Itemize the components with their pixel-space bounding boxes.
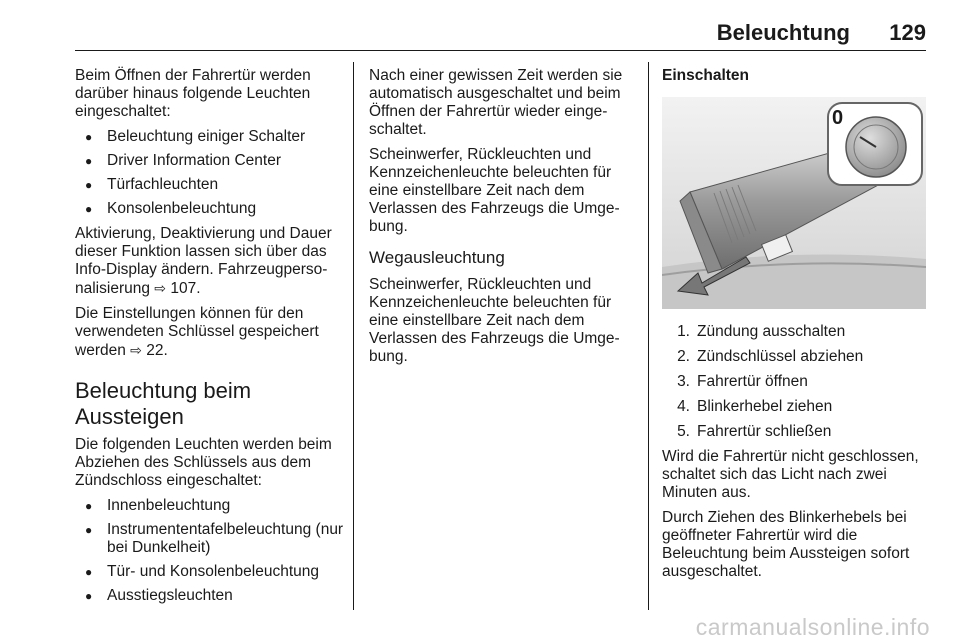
paragraph: Scheinwerfer, Rückleuchten und Kennzeichenleuchte beleuchten für eine einstellbare Zeit nach dem Verlassen des Fahrzeugs die Umge-bung. bbox=[369, 146, 620, 235]
subheading: Einschalten bbox=[662, 67, 749, 84]
page-reference-link[interactable]: 22. bbox=[146, 342, 168, 359]
list-item bbox=[662, 423, 930, 441]
list-item: ● Beleuchtung einiger Schalter bbox=[75, 128, 347, 146]
step-text: Fahrertür schließen bbox=[697, 423, 832, 440]
step-text: Blinkerhebel ziehen bbox=[697, 398, 833, 415]
step-text: Zündung ausschalten bbox=[697, 323, 846, 340]
paragraph: Nach einer gewissen Zeit werden sie automatisch ausgeschaltet und beim Öffnen der Fahrertür wieder einge-schaltet. bbox=[369, 67, 623, 138]
paragraph: Durch Ziehen des Blinkerhebels bei geöffneter Fahrertür wird die Beleuchtung beim Aussteigen sofort ausgeschaltet. bbox=[662, 509, 910, 580]
column-divider bbox=[353, 62, 354, 610]
header-rule bbox=[75, 50, 926, 51]
list-item bbox=[662, 373, 930, 391]
step-number: 4. bbox=[677, 398, 690, 415]
column-left bbox=[75, 67, 347, 612]
step-text: Zündschlüssel abziehen bbox=[697, 348, 864, 365]
list-item: ● Konsolenbeleuchtung bbox=[75, 200, 347, 218]
leave-paragraph: Die folgenden Leuchten werden beim Abziehen des Schlüssels aus dem Zündschloss eingeschaltet: bbox=[75, 436, 332, 489]
lever-illustration bbox=[662, 97, 926, 309]
paragraph: Scheinwerfer, Rückleuchten und Kennzeichenleuchte beleuchten für eine einstellbare Zeit nach dem Verlassen des Fahrzeugs die Umge-bung. bbox=[369, 276, 620, 365]
list-item: ● Tür- und Konsolenbeleuchtung bbox=[75, 563, 347, 581]
list-item: ● Driver Information Center bbox=[75, 152, 347, 170]
column-right bbox=[662, 67, 930, 588]
step-number: 1. bbox=[677, 323, 690, 340]
section-heading: Beleuchtung beim Aussteigen bbox=[75, 378, 252, 429]
step-number: 5. bbox=[677, 423, 690, 440]
list-item: ● Türfachleuchten bbox=[75, 176, 347, 194]
list-item bbox=[662, 323, 930, 341]
activation-text: Aktivierung, Deaktivierung und Dauer dieser Funktion lassen sich über das Info-Display ändern. Fahrzeugperso-nalisierung bbox=[75, 225, 332, 297]
activation-paragraph bbox=[75, 225, 347, 298]
section-heading: Wegausleuchtung bbox=[369, 248, 505, 267]
turn-signal-lever-image bbox=[662, 97, 926, 309]
steps-list bbox=[662, 323, 930, 441]
list-item: ● Innenbeleuchtung bbox=[75, 497, 347, 515]
list-item: ● Ausstiegsleuchten bbox=[75, 587, 347, 605]
page-number: 129 bbox=[889, 20, 926, 45]
figure-label: 0 bbox=[832, 107, 844, 129]
column-divider bbox=[648, 62, 649, 610]
step-number: 2. bbox=[677, 348, 690, 365]
page-reference-link[interactable]: 107. bbox=[170, 280, 201, 297]
list-item bbox=[662, 398, 930, 416]
paragraph: Wird die Fahrertür nicht geschlossen, schaltet sich das Licht nach zwei Minuten aus. bbox=[662, 448, 919, 501]
page-reference-icon: ⇨ bbox=[154, 280, 167, 296]
intro-paragraph: Beim Öffnen der Fahrertür werden darüber hinaus folgende Leuchten eingeschaltet: bbox=[75, 67, 311, 120]
page-reference-icon: ⇨ bbox=[130, 342, 142, 358]
step-text: Fahrertür öffnen bbox=[697, 373, 808, 390]
list-item: ● Instrumententafelbeleuchtung (nur bei Dunkelheit) bbox=[75, 521, 347, 557]
step-number: 3. bbox=[677, 373, 690, 390]
bullet-list bbox=[75, 497, 347, 605]
settings-paragraph bbox=[75, 305, 347, 360]
column-middle bbox=[369, 67, 639, 373]
bullet-list bbox=[75, 128, 347, 218]
settings-text: Die Einstellungen können für den verwendeten Schlüssel gespeichert werden bbox=[75, 305, 319, 359]
list-item bbox=[662, 348, 930, 366]
page-header-title: Beleuchtung bbox=[716, 20, 850, 45]
watermark: carmanualsonline.info bbox=[695, 614, 930, 640]
